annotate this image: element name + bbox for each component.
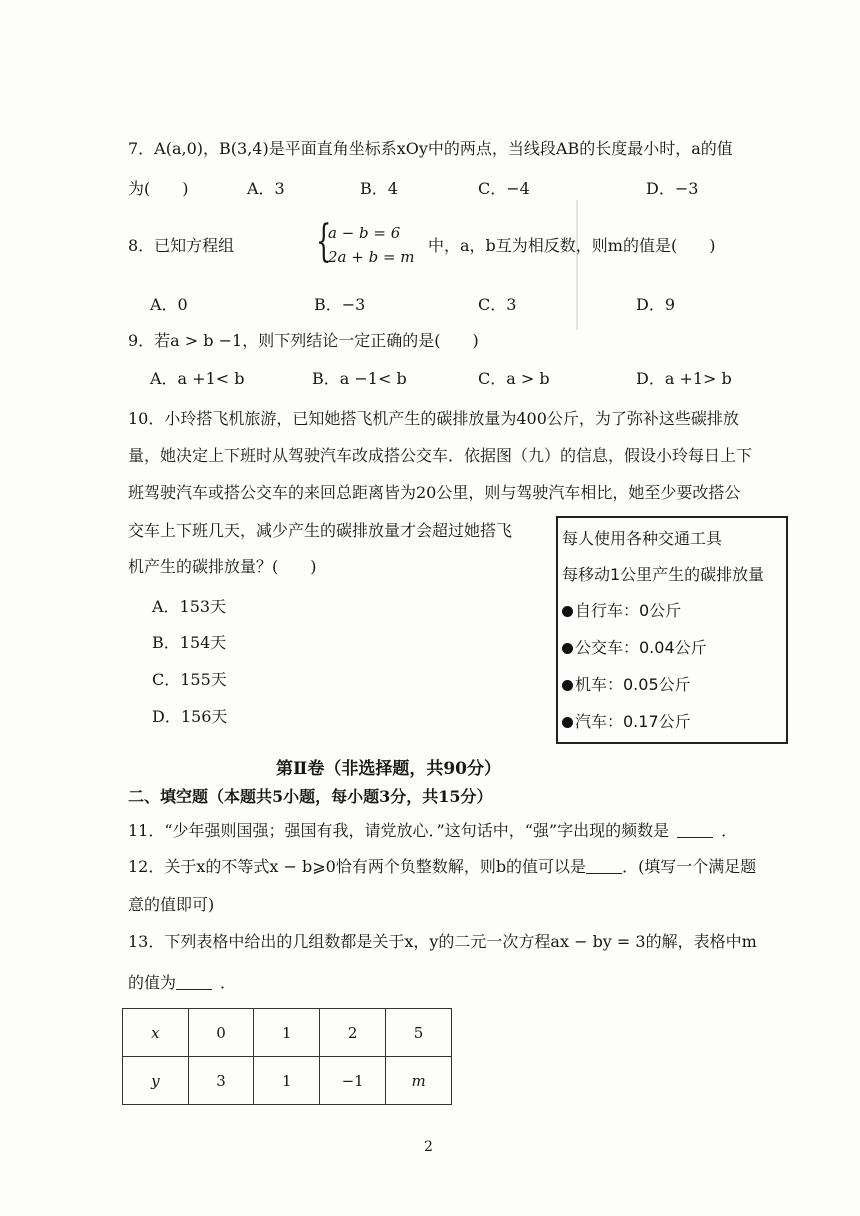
q8-prefix: 8．已知方程组	[128, 236, 235, 255]
q10-stem-line4: 交车上下班几天，减少产生的碳排放量才会超过她搭飞	[128, 521, 513, 540]
q7-stem-line2: 为( )	[128, 179, 189, 198]
q13-answer-blank	[176, 973, 212, 990]
q13-stem-line2: 的值为 ．	[128, 973, 237, 992]
q8-equation-2: 2a + b = m	[328, 248, 415, 266]
q7-option-b: B．4	[360, 179, 398, 198]
table-cell: 1	[254, 1009, 320, 1057]
carbon-emission-info-box	[556, 516, 788, 744]
q9-stem: 9．若a > b −1，则下列结论一定正确的是( )	[128, 331, 479, 350]
q12-stem: 12．关于x的不等式x − b⩾0恰有两个负整数解，则b的值可以是 ．(填写一个满足题	[128, 857, 757, 876]
q8-option-d: D．9	[636, 295, 676, 314]
table-cell: 2	[320, 1009, 386, 1057]
q10-option-c: C．155天	[152, 670, 227, 689]
table-row	[123, 1057, 452, 1105]
q11-answer-blank	[677, 821, 713, 838]
q9-option-c: C．a > b	[478, 369, 550, 388]
q10-option-b: B．154天	[152, 633, 227, 652]
bullet-icon	[562, 606, 573, 617]
table-cell: 0	[188, 1009, 254, 1057]
q10-option-a: A．153天	[152, 597, 227, 616]
q10-option-d: D．156天	[152, 707, 228, 726]
q13-stem-line1: 13．下列表格中给出的几组数都是关于x，y的二元一次方程ax − by = 3的解，表格中m	[128, 932, 757, 951]
part-2-title: 第Ⅱ卷（非选择题，共90分）	[276, 759, 501, 779]
table-row	[123, 1009, 452, 1057]
q7-stem-line1: 7．A(a,0)，B(3,4)是平面直角坐标系xOy中的两点，当线段AB的长度最小时，a的值	[128, 139, 733, 158]
brace-symbol: {	[316, 216, 332, 267]
table-cell: 1	[254, 1057, 320, 1105]
info-item-bus: 公交车：0.04公斤	[562, 635, 707, 658]
section-2-heading: 二、填空题（本题共5小题，每小题3分，共15分）	[128, 787, 493, 806]
q8-equation-system	[316, 216, 426, 270]
q10-stem-line1: 10．小玲搭飞机旅游，已知她搭飞机产生的碳排放量为400公斤，为了弥补这些碳排放	[128, 409, 739, 428]
bullet-icon	[562, 717, 573, 728]
q11-stem: 11．“少年强则国强；强国有我，请党放心．”这句话中，“强”字出现的频数是 ．	[128, 821, 738, 840]
q12-stem-line2: 意的值即可)	[128, 895, 215, 914]
bullet-icon	[562, 643, 573, 654]
info-item-motorcycle: 机车：0.05公斤	[562, 672, 691, 695]
table-cell: −1	[320, 1057, 386, 1105]
table-cell: m	[386, 1057, 452, 1105]
info-item-bicycle: 自行车：0公斤	[562, 598, 681, 621]
q8-option-a: A．0	[150, 295, 188, 314]
q8-option-c: C．3	[478, 295, 517, 314]
table-cell: x	[123, 1009, 189, 1057]
q10-stem-line5: 机产生的碳排放量？( )	[128, 557, 317, 576]
bullet-icon	[562, 680, 573, 691]
q7-option-c: C．−4	[478, 179, 530, 198]
q10-stem-line3: 班驾驶汽车或搭公交车的来回总距离皆为20公里，则与驾驶汽车相比，她至少要改搭公	[128, 483, 741, 502]
table-cell: 3	[188, 1057, 254, 1105]
info-box-title-1: 每人使用各种交通工具	[562, 529, 723, 548]
q8-option-b: B．−3	[314, 295, 366, 314]
table-cell: y	[123, 1057, 189, 1105]
q9-option-d: D．a +1> b	[636, 369, 732, 388]
q7-option-a: A．3	[247, 179, 285, 198]
scan-artifact	[576, 200, 578, 330]
table-cell: 5	[386, 1009, 452, 1057]
info-item-car: 汽车：0.17公斤	[562, 709, 691, 732]
q13-solution-table	[122, 1008, 452, 1105]
q8-equation-1: a − b = 6	[328, 224, 401, 242]
q12-answer-blank	[586, 857, 622, 874]
q10-stem-line2: 量，她决定上下班时从驾驶汽车改成搭公交车．依据图（九）的信息，假设小玲每日上下	[128, 446, 753, 465]
q7-option-d: D．−3	[646, 179, 699, 198]
q9-option-a: A．a +1< b	[150, 369, 245, 388]
q9-option-b: B．a −1< b	[312, 369, 407, 388]
info-box-title-2: 每移动1公里产生的碳排放量	[562, 565, 765, 584]
q8-suffix: 中，a，b互为相反数，则m的值是( )	[428, 236, 716, 255]
page-number: 2	[424, 1139, 433, 1155]
